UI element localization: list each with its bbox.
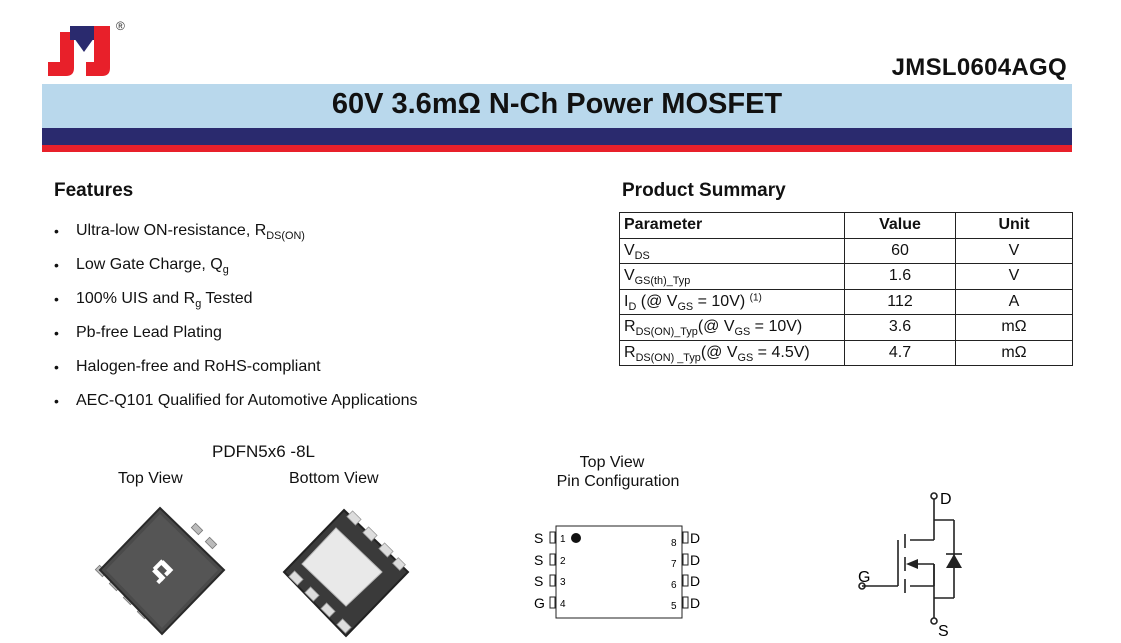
- pin-name: S: [534, 530, 544, 546]
- pin-config-title: Pin Configuration: [556, 473, 680, 490]
- pin-number: 2: [560, 556, 566, 567]
- unit-cell: V: [956, 238, 1073, 264]
- param-cell: $V_{GS(th)\_Typ}$: [620, 264, 845, 290]
- pin-name: D: [690, 552, 701, 568]
- gate-label: G: [858, 569, 871, 586]
- drain-label: D: [940, 491, 952, 508]
- col-unit: Unit: [956, 213, 1073, 239]
- feature-item: • Ultra-low ON-resistance, $R_{DS(ON)}$: [54, 218, 418, 252]
- jm-logo-icon: [44, 18, 126, 82]
- param-cell: $V_{DS}$: [620, 238, 845, 264]
- pin-configuration-diagram: [530, 520, 710, 620]
- pin-name: D: [690, 573, 701, 589]
- param-cell: $R_{DS(ON)\_Typ}(@$ $V_{GS} = 10V$): [620, 315, 845, 341]
- col-parameter: Parameter: [620, 213, 845, 239]
- table-header-row: [620, 213, 1073, 239]
- top-view-label: Top View: [118, 470, 183, 487]
- table-row: [620, 315, 1073, 341]
- feature-item: • 100% UIS and $R_g$ Tested: [54, 286, 418, 320]
- table-row: [620, 264, 1073, 290]
- chip-top-view-icon: [92, 500, 232, 643]
- pin-name: D: [690, 595, 701, 611]
- summary-table: [619, 212, 1073, 366]
- value-cell: 1.6: [845, 264, 956, 290]
- unit-cell: mΩ: [956, 315, 1073, 341]
- features-heading: Features: [54, 180, 134, 201]
- pin-name: G: [534, 595, 545, 611]
- param-cell: $I_D$ (@ $V_{GS} = 10V$) $^{(1)}$: [620, 289, 845, 315]
- pin-config-view-label: Top View: [579, 454, 645, 471]
- pin1-marker-icon: [571, 533, 581, 543]
- package-name: PDFN5x6 -8L: [212, 442, 315, 461]
- pin-number: 7: [671, 559, 677, 570]
- value-cell: 112: [845, 289, 956, 315]
- pin-number: 4: [560, 599, 566, 610]
- param-cell: $R_{DS(ON) \_Typ}(@$ $V_{GS} = 4.5V$): [620, 340, 845, 366]
- col-value: Value: [845, 213, 956, 239]
- unit-cell: V: [956, 264, 1073, 290]
- table-row: [620, 340, 1073, 366]
- title-band-red: [42, 145, 1072, 152]
- title-band-navy: [42, 128, 1072, 145]
- page-title: 60V 3.6mΩ N-Ch Power MOSFET: [331, 88, 783, 120]
- unit-cell: mΩ: [956, 340, 1073, 366]
- source-label: S: [938, 623, 949, 640]
- pin-name: S: [534, 573, 544, 589]
- pin-number: 8: [671, 538, 677, 549]
- feature-item: • Pb-free Lead Plating: [54, 320, 418, 354]
- chip-bottom-view-icon: [276, 500, 416, 643]
- feature-item: • Halogen-free and RoHS-compliant: [54, 354, 418, 388]
- pin-name: D: [690, 530, 701, 546]
- part-number: JMSL0604AGQ: [891, 54, 1067, 81]
- pin-number: 1: [560, 534, 566, 545]
- value-cell: 4.7: [845, 340, 956, 366]
- pin-name: S: [534, 552, 544, 568]
- summary-heading: Product Summary: [622, 180, 786, 201]
- unit-cell: A: [956, 289, 1073, 315]
- mosfet-symbol-icon: [850, 486, 980, 643]
- bottom-view-label: Bottom View: [289, 470, 379, 487]
- feature-item: • Low Gate Charge, $Q_g$: [54, 252, 418, 286]
- features-list: [54, 218, 418, 422]
- table-row: [620, 238, 1073, 264]
- table-row: [620, 289, 1073, 315]
- value-cell: 60: [845, 238, 956, 264]
- registered-mark: ®: [116, 19, 125, 33]
- feature-item: • AEC-Q101 Qualified for Automotive Applications: [54, 388, 418, 422]
- pin-number: 3: [560, 577, 566, 588]
- value-cell: 3.6: [845, 315, 956, 341]
- pin-number: 5: [671, 601, 677, 612]
- pin-number: 6: [671, 580, 677, 591]
